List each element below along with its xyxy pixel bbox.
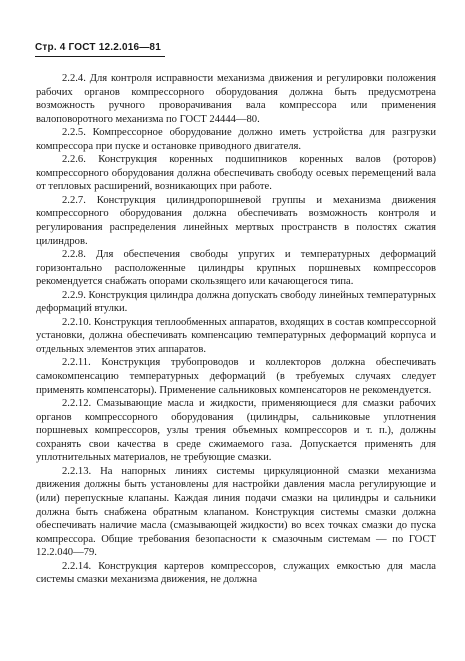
document-body	[36, 72, 436, 587]
paragraph-2-2-4: 2.2.4. Для контроля исправности механизма движения и регулировки положения рабочих органов компрессорного оборудования должна быть предусмотрена возможность ручного проворачивания вала компрессора или применения валоповоротного механизма по ГОСТ 24444—80.	[36, 73, 436, 125]
standard-code: ГОСТ 12.2.016—81	[68, 42, 161, 53]
paragraph-2-2-9: 2.2.9. Конструкция цилиндра должна допускать свободу линейных температурных деформаций втулки.	[36, 289, 436, 315]
header-rule	[35, 56, 165, 57]
paragraph-2-2-8: 2.2.8. Для обеспечения свободы упругих и температурных деформаций горизонтально расположенные цилиндры крупных поршневых компрессоров рекомендуется снабжать опорами скользящего или качающегося типа.	[36, 249, 436, 288]
paragraph-2-2-14: 2.2.14. Конструкция картеров компрессоров, служащих емкостью для масла системы смазки механизма движения, не должна	[36, 560, 436, 586]
paragraph-2-2-10: 2.2.10. Конструкция теплообменных аппаратов, входящих в состав компрессорной установки, должна обеспечивать компенсацию температурных деформаций корпуса и отдельных элементов этих аппаратов.	[36, 316, 436, 355]
page-number: Стр. 4	[35, 42, 66, 53]
paragraph-2-2-7: 2.2.7. Конструкция цилиндропоршневой группы и механизма движения компрессорного оборудования должна обеспечивать возможность контроля и регулирования распределения линейных мертвых пространств в полостях сжатия цилиндров.	[36, 194, 436, 247]
paragraph-2-2-11: 2.2.11. Конструкция трубопроводов и коллекторов должна обеспечивать самокомпенсацию температурных деформаций (в требуемых случаях следует применять компенсаторы). Применение сальниковых компенсаторов не рекомендуется.	[36, 357, 436, 396]
paragraph-2-2-6: 2.2.6. Конструкция коренных подшипников коренных валов (роторов) компрессорного оборудования должна обеспечивать свободу осевых перемещений вала от тепловых расширений, возникающих при работе.	[36, 154, 436, 193]
paragraph-2-2-13: 2.2.13. На напорных линиях системы циркуляционной смазки механизма движения должны быть установлены для настройки давления масла регулирующие и (или) перепускные клапаны. Каждая линия подачи смазки на цилиндры и сальники должна быть снабжена обратным клапаном. Конструкция системы смазки должна обеспечивать наличие масла (смазывающей жидкости) во всех точках смазки до пуска компрессора. Общие требования безопасности к смазочным системам — по ГОСТ 12.2.040—79.	[36, 465, 436, 559]
page-header	[35, 42, 160, 53]
paragraph-2-2-5: 2.2.5. Компрессорное оборудование должно иметь устройства для разгрузки компрессора при пуске и остановке приводного двигателя.	[36, 127, 436, 152]
paragraph-2-2-12: 2.2.12. Смазывающие масла и жидкости, применяющиеся для смазки рабочих органов компрессорного оборудования (цилиндры, сальниковые уплотнения поршневых компрессоров, узлы трения объемных компрессоров и т. п.), должны сохранять свои качества в среде сжимаемого газа. Допускается применять для уплотнительных материалов, не требующие смазки.	[36, 398, 436, 464]
